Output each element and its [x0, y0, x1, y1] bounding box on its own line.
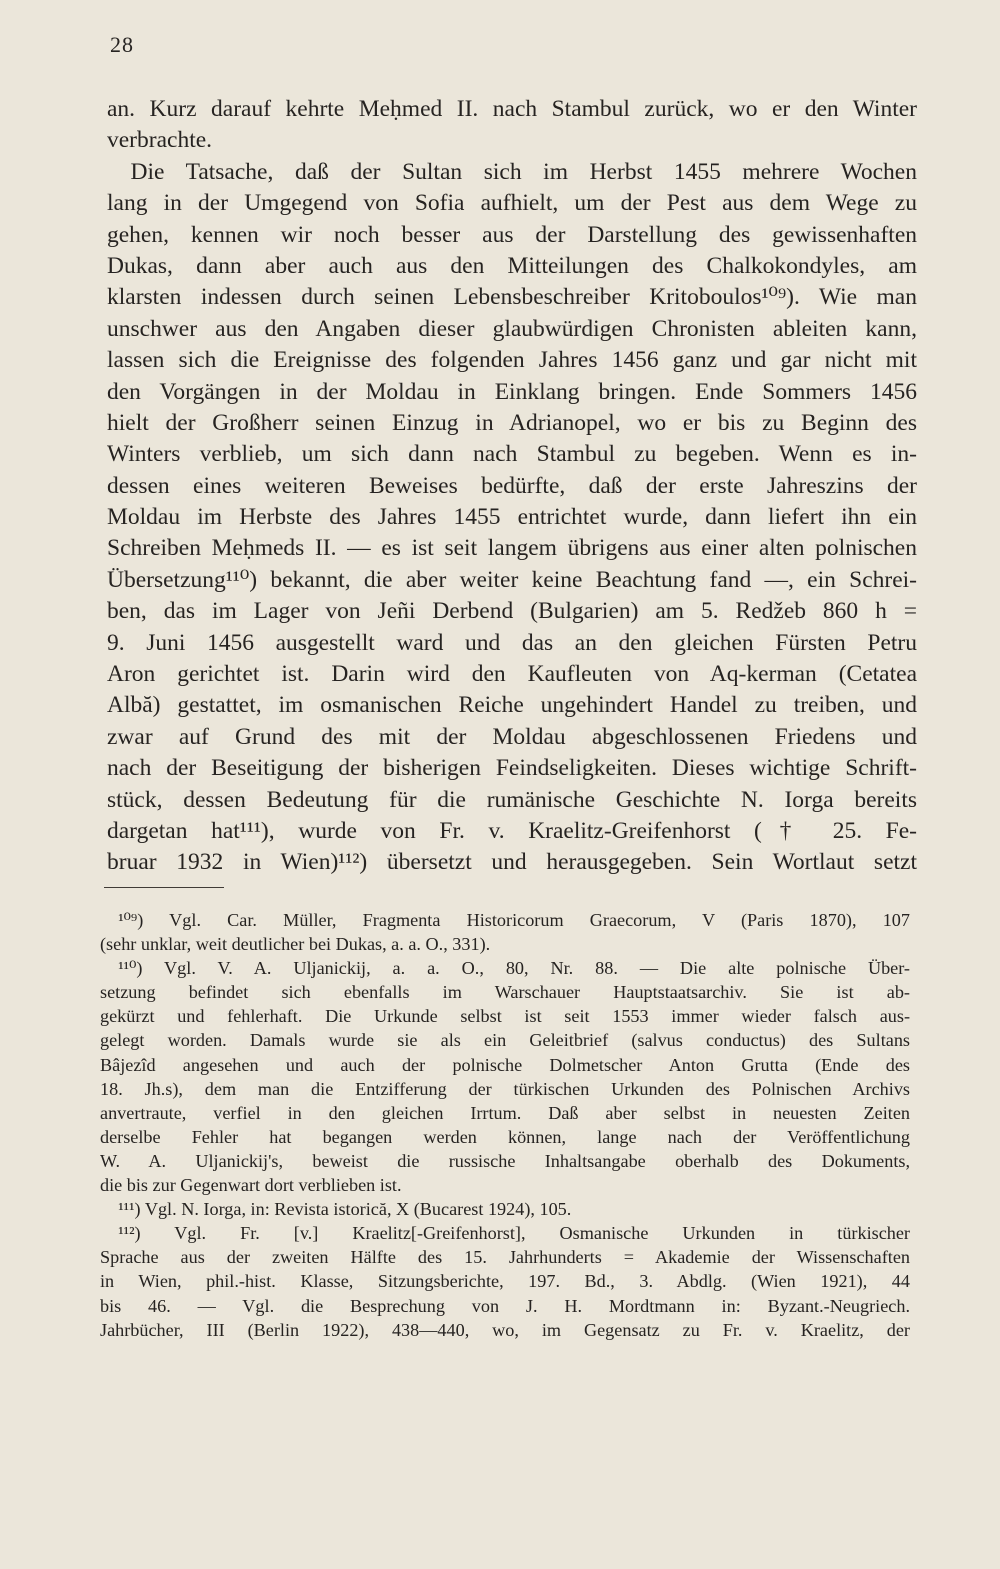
footnote-line: Bâjezîd angesehen und auch der polnische Dolmetscher Anton Grutta (Ende des	[100, 1054, 910, 1075]
footnote-line: 18. Jh.s), dem man die Entzifferung der türkischen Urkunden des Polnischen Archivs	[100, 1078, 910, 1099]
body-line: den Vorgängen in der Moldau in Einklang bringen. Ende Sommers 1456	[107, 378, 917, 405]
body-line: hielt der Großherr seinen Einzug in Adrianopel, wo er bis zu Beginn des	[107, 409, 917, 436]
body-line: lassen sich die Ereignisse des folgenden Jahres 1456 ganz und gar nicht mit	[107, 347, 917, 374]
body-line: Winters verblieb, um sich dann nach Stambul zu begeben. Wenn es in-	[107, 441, 917, 468]
body-line: 9. Juni 1456 ausgestellt ward und das an den gleichen Fürsten Petru	[107, 629, 917, 656]
body-line: dessen eines weiteren Beweises bedürfte, daß der erste Jahreszins der	[107, 472, 917, 499]
footnote-line: ¹¹⁰) Vgl. V. A. Uljanickij, a. a. O., 80, Nr. 88. — Die alte polnische Über-	[100, 958, 910, 979]
body-text	[107, 94, 917, 879]
footnote-divider	[104, 887, 224, 888]
body-line: verbrachte.	[107, 127, 213, 154]
body-line: dargetan hat¹¹¹), wurde von Fr. v. Kraelitz-Greifenhorst († 25. Fe-	[107, 817, 917, 844]
footnote-line: die bis zur Gegenwart dort verblieben ist.	[100, 1175, 402, 1196]
footnote-line: setzung befindet sich ebenfalls im Warschauer Hauptstaatsarchiv. Sie ist ab-	[100, 982, 910, 1003]
body-line: Schreiben Meḥmeds II. — es ist seit langem übrigens aus einer alten polnischen	[107, 535, 917, 562]
footnote-line: in Wien, phil.-hist. Klasse, Sitzungsberichte, 197. Bd., 3. Abdlg. (Wien 1921), 44	[100, 1271, 910, 1292]
footnote-line: derselbe Fehler hat begangen werden können, lange nach der Veröffentlichung	[100, 1126, 910, 1147]
footnote-line: (sehr unklar, weit deutlicher bei Dukas, a. a. O., 331).	[100, 934, 491, 955]
body-line: lang in der Umgegend von Sofia aufhielt, um der Pest aus dem Wege zu	[107, 190, 917, 217]
footnote-line: gekürzt und fehlerhaft. Die Urkunde selbst ist seit 1553 immer wieder falsch aus-	[100, 1006, 910, 1027]
body-line: Die Tatsache, daß der Sultan sich im Herbst 1455 mehrere Wochen	[107, 158, 917, 185]
body-line: stück, dessen Bedeutung für die rumänische Geschichte N. Iorga bereits	[107, 786, 917, 813]
body-line: zwar auf Grund des mit der Moldau abgeschlossenen Friedens und	[107, 723, 917, 750]
body-line: Aron gerichtet ist. Darin wird den Kaufleuten von Aq-kerman (Cetatea	[107, 661, 917, 688]
page-number: 28	[110, 32, 134, 57]
footnote-line: Jahrbücher, III (Berlin 1922), 438—440, wo, im Gegensatz zu Fr. v. Kraelitz, der	[100, 1319, 910, 1340]
body-line: Übersetzung¹¹⁰) bekannt, die aber weiter keine Beachtung fand —, ein Schrei-	[107, 566, 917, 593]
footnote-line: anvertraute, verfiel in den gleichen Irrtum. Daß aber selbst in neuesten Zeiten	[100, 1102, 910, 1123]
body-line: Albă) gestattet, im osmanischen Reiche ungehindert Handel zu treiben, und	[107, 692, 917, 719]
footnote-line: Sprache aus der zweiten Hälfte des 15. Jahrhunderts = Akademie der Wissenschaften	[100, 1247, 910, 1268]
footnote-line: ¹¹¹) Vgl. N. Iorga, in: Revista istorică, X (Bucarest 1924), 105.	[100, 1199, 572, 1220]
footnote-line: bis 46. — Vgl. die Besprechung von J. H. Mordtmann in: Byzant.-Neugriech.	[100, 1295, 910, 1316]
footnote-line: gelegt worden. Damals wurde sie als ein Geleitbrief (salvus conductus) des Sultans	[100, 1030, 910, 1051]
body-line: unschwer aus den Angaben dieser glaubwürdigen Chronisten ableiten kann,	[107, 315, 917, 342]
body-line: bruar 1932 in Wien)¹¹²) übersetzt und herausgegeben. Sein Wortlaut setzt	[107, 849, 917, 876]
footnote-line: W. A. Uljanickij's, beweist die russische Inhaltsangabe oberhalb des Dokuments,	[100, 1150, 910, 1171]
body-line: an. Kurz darauf kehrte Meḥmed II. nach Stambul zurück, wo er den Winter	[107, 96, 917, 122]
body-line: Moldau im Herbste des Jahres 1455 entrichtet wurde, dann liefert ihn ein	[107, 504, 917, 531]
footnotes	[100, 908, 910, 1342]
body-line: ben, das im Lager von Jeñi Derbend (Bulgarien) am 5. Redžeb 860 h =	[107, 598, 917, 625]
body-line: nach der Beseitigung der bisherigen Feindseligkeiten. Dieses wichtige Schrift-	[107, 755, 917, 782]
footnote-line: ¹⁰⁹) Vgl. Car. Müller, Fragmenta Historicorum Graecorum, V (Paris 1870), 107	[100, 910, 910, 930]
body-line: Dukas, dann aber auch aus den Mitteilungen des Chalkokondyles, am	[107, 252, 917, 279]
footnote-line: ¹¹²) Vgl. Fr. [v.] Kraelitz[-Greifenhorst], Osmanische Urkunden in türkischer	[100, 1223, 910, 1244]
body-line: gehen, kennen wir noch besser aus der Darstellung des gewissenhaften	[107, 221, 917, 248]
body-line: klarsten indessen durch seinen Lebensbeschreiber Kritoboulos¹⁰⁹). Wie man	[107, 284, 917, 311]
